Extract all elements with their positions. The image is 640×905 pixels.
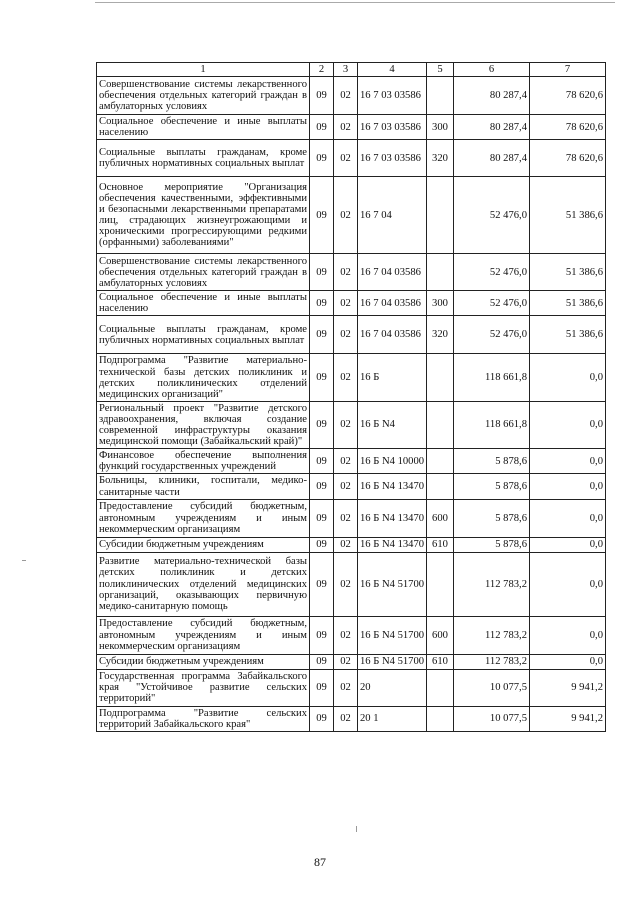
row-subsection-cell: 02 — [334, 706, 358, 731]
row-section-cell: 09 — [310, 669, 334, 706]
table-row — [97, 616, 606, 654]
table-row — [97, 291, 606, 316]
row-amount-2-cell: 9 941,2 — [530, 706, 606, 731]
row-name-cell: Субсидии бюджетным учреждениям — [97, 654, 310, 669]
row-name-cell: Субсидии бюджетным учреждениям — [97, 537, 310, 552]
row-amount-1-cell: 52 476,0 — [454, 291, 530, 316]
table-row — [97, 449, 606, 474]
row-expense-type-cell: 320 — [427, 316, 454, 354]
row-amount-2-cell: 78 620,6 — [530, 115, 606, 140]
row-amount-1-cell: 5 878,6 — [454, 499, 530, 537]
row-amount-1-cell: 5 878,6 — [454, 474, 530, 499]
row-section-cell: 09 — [310, 115, 334, 140]
row-target-article-cell: 16 Б N4 13470 — [358, 537, 427, 552]
row-section-cell: 09 — [310, 706, 334, 731]
row-section-cell: 09 — [310, 616, 334, 654]
row-target-article-cell: 20 1 — [358, 706, 427, 731]
row-name-cell: Подпрограмма "Развитие материально-технической базы детских поликлиник и детских поликлинических отделений медицинских организаций" — [97, 354, 310, 401]
row-section-cell: 09 — [310, 291, 334, 316]
row-amount-1-cell: 80 287,4 — [454, 115, 530, 140]
row-name-cell: Социальное обеспечение и иные выплаты населению — [97, 291, 310, 316]
table-header-row — [97, 63, 606, 77]
row-expense-type-cell — [427, 77, 454, 115]
row-name-cell: Социальные выплаты гражданам, кроме публичных нормативных социальных выплат — [97, 140, 310, 177]
row-expense-type-cell: 600 — [427, 499, 454, 537]
header-col-5: 5 — [427, 63, 454, 77]
table-row — [97, 177, 606, 254]
row-section-cell: 09 — [310, 77, 334, 115]
row-amount-2-cell: 0,0 — [530, 449, 606, 474]
row-subsection-cell: 02 — [334, 254, 358, 291]
row-amount-2-cell: 0,0 — [530, 474, 606, 499]
row-expense-type-cell: 610 — [427, 654, 454, 669]
row-target-article-cell: 16 Б N4 10000 — [358, 449, 427, 474]
row-target-article-cell: 16 Б — [358, 354, 427, 401]
row-expense-type-cell: 320 — [427, 140, 454, 177]
row-target-article-cell: 16 7 03 03586 — [358, 77, 427, 115]
header-col-2: 2 — [310, 63, 334, 77]
row-amount-1-cell: 10 077,5 — [454, 706, 530, 731]
row-amount-1-cell: 52 476,0 — [454, 254, 530, 291]
row-name-cell: Подпрограмма "Развитие сельских территорий Забайкальского края" — [97, 706, 310, 731]
row-amount-2-cell: 0,0 — [530, 354, 606, 401]
row-amount-1-cell: 112 783,2 — [454, 616, 530, 654]
row-section-cell: 09 — [310, 537, 334, 552]
row-target-article-cell: 20 — [358, 669, 427, 706]
row-amount-1-cell: 118 661,8 — [454, 354, 530, 401]
row-target-article-cell: 16 7 03 03586 — [358, 140, 427, 177]
row-subsection-cell: 02 — [334, 474, 358, 499]
row-name-cell: Больницы, клиники, госпитали, медико-санитарные части — [97, 474, 310, 499]
row-section-cell: 09 — [310, 401, 334, 448]
row-amount-1-cell: 10 077,5 — [454, 669, 530, 706]
row-name-cell: Государственная программа Забайкальского края "Устойчивое развитие сельских территорий" — [97, 669, 310, 706]
header-col-3: 3 — [334, 63, 358, 77]
table-row — [97, 706, 606, 731]
row-name-cell: Совершенствование системы лекарственного обеспечения отдельных категорий граждан в амбулаторных условиях — [97, 254, 310, 291]
row-section-cell: 09 — [310, 177, 334, 254]
table-row — [97, 254, 606, 291]
row-subsection-cell: 02 — [334, 401, 358, 448]
row-amount-2-cell: 51 386,6 — [530, 177, 606, 254]
table-row — [97, 552, 606, 616]
row-section-cell: 09 — [310, 140, 334, 177]
row-amount-1-cell: 80 287,4 — [454, 140, 530, 177]
row-subsection-cell: 02 — [334, 552, 358, 616]
row-target-article-cell: 16 7 04 03586 — [358, 291, 427, 316]
row-subsection-cell: 02 — [334, 449, 358, 474]
row-name-cell: Предоставление субсидий бюджетным, автономным учреждениям и иным некоммерческим организациям — [97, 499, 310, 537]
table-row — [97, 316, 606, 354]
row-amount-2-cell: 9 941,2 — [530, 669, 606, 706]
row-name-cell: Региональный проект "Развитие детского здравоохранения, включая создание современной инфраструктуры оказания медицинской помощи (Забайкальский край)" — [97, 401, 310, 448]
row-amount-1-cell: 112 783,2 — [454, 654, 530, 669]
row-expense-type-cell — [427, 401, 454, 448]
row-expense-type-cell: 300 — [427, 115, 454, 140]
table-row — [97, 140, 606, 177]
row-amount-2-cell: 0,0 — [530, 552, 606, 616]
row-section-cell: 09 — [310, 499, 334, 537]
table-body — [97, 77, 606, 732]
row-subsection-cell: 02 — [334, 354, 358, 401]
row-amount-2-cell: 0,0 — [530, 654, 606, 669]
row-target-article-cell: 16 Б N4 — [358, 401, 427, 448]
row-amount-1-cell: 5 878,6 — [454, 537, 530, 552]
table-row — [97, 354, 606, 401]
row-subsection-cell: 02 — [334, 77, 358, 115]
scan-mark — [22, 560, 26, 561]
row-expense-type-cell: 600 — [427, 616, 454, 654]
row-expense-type-cell — [427, 177, 454, 254]
row-amount-2-cell: 0,0 — [530, 499, 606, 537]
row-amount-2-cell: 78 620,6 — [530, 140, 606, 177]
table-row — [97, 669, 606, 706]
row-subsection-cell: 02 — [334, 669, 358, 706]
row-subsection-cell: 02 — [334, 616, 358, 654]
row-expense-type-cell — [427, 552, 454, 616]
row-expense-type-cell — [427, 474, 454, 499]
row-target-article-cell: 16 Б N4 51700 — [358, 552, 427, 616]
scan-mark — [356, 826, 357, 832]
row-amount-2-cell: 0,0 — [530, 401, 606, 448]
table-row — [97, 499, 606, 537]
row-name-cell: Социальное обеспечение и иные выплаты населению — [97, 115, 310, 140]
row-expense-type-cell — [427, 449, 454, 474]
table-row — [97, 77, 606, 115]
row-amount-2-cell: 78 620,6 — [530, 77, 606, 115]
table-row — [97, 401, 606, 448]
table-row — [97, 537, 606, 552]
row-expense-type-cell — [427, 669, 454, 706]
header-col-4: 4 — [358, 63, 427, 77]
row-target-article-cell: 16 7 03 03586 — [358, 115, 427, 140]
table-row — [97, 474, 606, 499]
row-subsection-cell: 02 — [334, 316, 358, 354]
row-amount-1-cell: 112 783,2 — [454, 552, 530, 616]
budget-table — [96, 62, 606, 732]
row-expense-type-cell — [427, 706, 454, 731]
row-name-cell: Социальные выплаты гражданам, кроме публичных нормативных социальных выплат — [97, 316, 310, 354]
row-amount-1-cell: 52 476,0 — [454, 316, 530, 354]
row-target-article-cell: 16 7 04 — [358, 177, 427, 254]
row-section-cell: 09 — [310, 316, 334, 354]
row-section-cell: 09 — [310, 449, 334, 474]
row-amount-1-cell: 80 287,4 — [454, 77, 530, 115]
row-name-cell: Финансовое обеспечение выполнения функций государственных учреждений — [97, 449, 310, 474]
row-amount-2-cell: 51 386,6 — [530, 254, 606, 291]
row-target-article-cell: 16 Б N4 51700 — [358, 654, 427, 669]
row-subsection-cell: 02 — [334, 140, 358, 177]
row-expense-type-cell: 300 — [427, 291, 454, 316]
row-target-article-cell: 16 7 04 03586 — [358, 316, 427, 354]
row-section-cell: 09 — [310, 552, 334, 616]
table-row — [97, 654, 606, 669]
row-amount-2-cell: 51 386,6 — [530, 291, 606, 316]
row-target-article-cell: 16 Б N4 13470 — [358, 499, 427, 537]
row-subsection-cell: 02 — [334, 177, 358, 254]
header-col-7: 7 — [530, 63, 606, 77]
row-subsection-cell: 02 — [334, 115, 358, 140]
row-section-cell: 09 — [310, 354, 334, 401]
row-target-article-cell: 16 Б N4 13470 — [358, 474, 427, 499]
row-name-cell: Совершенствование системы лекарственного обеспечения отдельных категорий граждан в амбулаторных условиях — [97, 77, 310, 115]
row-name-cell: Основное мероприятие "Организация обеспечения качественными, эффективными и безопасными лекарственными препаратами лиц, страдающих жизнеугрожающими и хроническими прогрессирующими редкими (орфанными) заболеваниями" — [97, 177, 310, 254]
row-amount-1-cell: 118 661,8 — [454, 401, 530, 448]
row-amount-1-cell: 52 476,0 — [454, 177, 530, 254]
row-subsection-cell: 02 — [334, 537, 358, 552]
row-expense-type-cell — [427, 254, 454, 291]
row-amount-1-cell: 5 878,6 — [454, 449, 530, 474]
header-col-1: 1 — [97, 63, 310, 77]
row-amount-2-cell: 0,0 — [530, 537, 606, 552]
row-section-cell: 09 — [310, 254, 334, 291]
row-amount-2-cell: 51 386,6 — [530, 316, 606, 354]
row-target-article-cell: 16 Б N4 51700 — [358, 616, 427, 654]
row-name-cell: Предоставление субсидий бюджетным, автономным учреждениям и иным некоммерческим организациям — [97, 616, 310, 654]
top-edge-rule — [95, 2, 615, 3]
row-subsection-cell: 02 — [334, 291, 358, 316]
header-col-6: 6 — [454, 63, 530, 77]
row-section-cell: 09 — [310, 654, 334, 669]
page-number: 87 — [314, 855, 326, 869]
row-subsection-cell: 02 — [334, 654, 358, 669]
row-expense-type-cell: 610 — [427, 537, 454, 552]
row-amount-2-cell: 0,0 — [530, 616, 606, 654]
row-section-cell: 09 — [310, 474, 334, 499]
row-expense-type-cell — [427, 354, 454, 401]
row-name-cell: Развитие материально-технической базы детских поликлиник и детских поликлинических отделений медицинских организаций, оказывающих первичную медико-санитарную помощь — [97, 552, 310, 616]
row-subsection-cell: 02 — [334, 499, 358, 537]
table-row — [97, 115, 606, 140]
row-target-article-cell: 16 7 04 03586 — [358, 254, 427, 291]
